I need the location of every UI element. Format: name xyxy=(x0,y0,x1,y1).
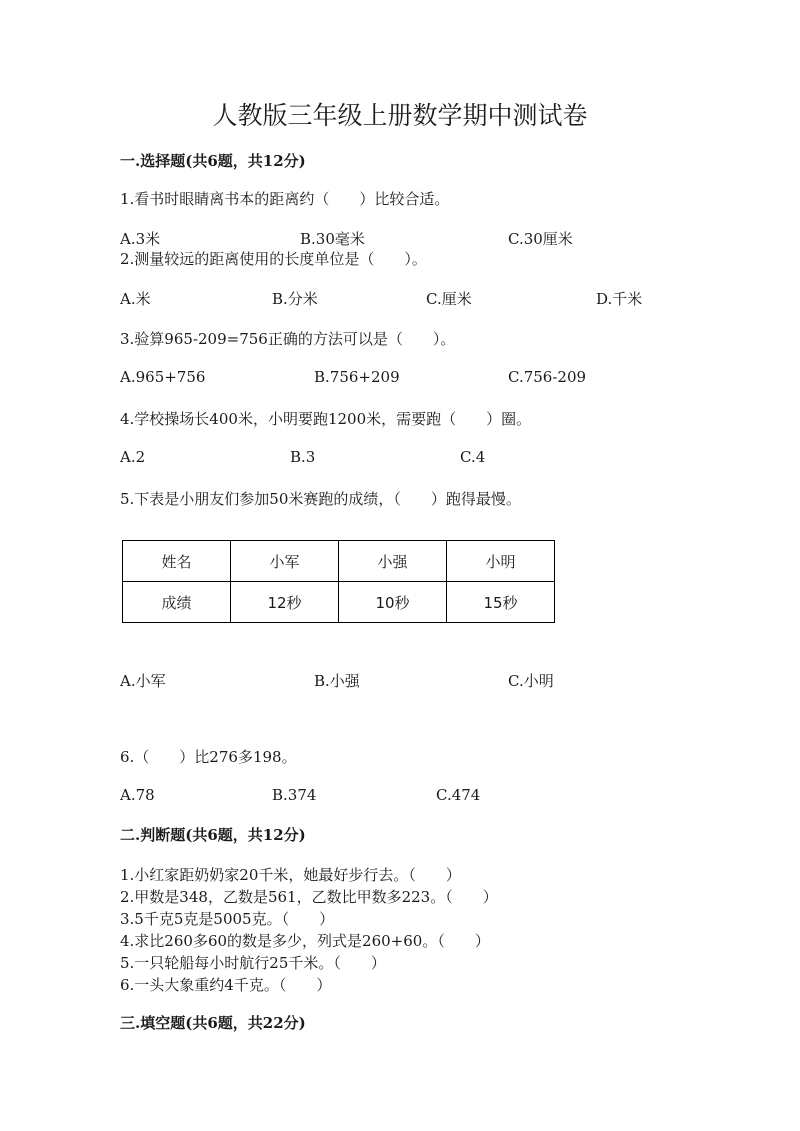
question-2: 2.测量较远的距离使用的长度单位是（ ）。 xyxy=(120,250,427,268)
tf-item-4: 4.求比260多60的数是多少，列式是260+60。（ ） xyxy=(120,932,490,950)
table-cell: 小军 xyxy=(231,541,339,582)
q6-option-c: C.474 xyxy=(436,786,481,804)
q5-option-c: C.小明 xyxy=(508,672,554,690)
table-cell: 小强 xyxy=(339,541,447,582)
q4-option-a: A.2 xyxy=(120,448,146,466)
q1-option-a: A.3米 xyxy=(120,230,161,248)
section-heading-fill-blank: 三.填空题(共6题，共22分) xyxy=(120,1014,306,1032)
table-cell: 15秒 xyxy=(447,582,555,623)
q4-option-c: C.4 xyxy=(460,448,486,466)
q1-option-b: B.30毫米 xyxy=(300,230,365,248)
tf-item-6: 6.一头大象重约4千克。（ ） xyxy=(120,976,332,994)
tf-item-3: 3.5千克5克是5005克。（ ） xyxy=(120,910,335,928)
question-6: 6.（ ）比276多198。 xyxy=(120,748,297,766)
table-cell: 姓名 xyxy=(123,541,231,582)
table-row xyxy=(123,582,555,623)
q6-option-b: B.374 xyxy=(272,786,317,804)
question-5: 5.下表是小朋友们参加50米赛跑的成绩，（ ）跑得最慢。 xyxy=(120,490,521,508)
table-cell: 12秒 xyxy=(231,582,339,623)
question-1: 1.看书时眼睛离书本的距离约（ ）比较合适。 xyxy=(120,190,450,208)
q4-option-b: B.3 xyxy=(290,448,316,466)
question-4: 4.学校操场长400米，小明要跑1200米，需要跑（ ）圈。 xyxy=(120,410,532,428)
q2-option-b: B.分米 xyxy=(272,290,318,308)
q3-option-c: C.756-209 xyxy=(508,368,587,386)
q6-option-a: A.78 xyxy=(120,786,155,804)
tf-item-5: 5.一只轮船每小时航行25千米。（ ） xyxy=(120,954,386,972)
q2-option-c: C.厘米 xyxy=(426,290,472,308)
q3-option-b: B.756+209 xyxy=(314,368,400,386)
q5-option-a: A.小军 xyxy=(120,672,166,690)
q5-option-b: B.小强 xyxy=(314,672,360,690)
question-3: 3.验算965-209=756正确的方法可以是（ ）。 xyxy=(120,330,456,348)
section-heading-choice: 一.选择题(共6题，共12分) xyxy=(120,152,306,170)
table-cell: 小明 xyxy=(447,541,555,582)
page-title: 人教版三年级上册数学期中测试卷 xyxy=(212,101,588,130)
table-row xyxy=(123,541,555,582)
q2-option-d: D.千米 xyxy=(596,290,643,308)
q2-option-a: A.米 xyxy=(120,290,151,308)
table-cell: 10秒 xyxy=(339,582,447,623)
tf-item-2: 2.甲数是348，乙数是561，乙数比甲数多223。（ ） xyxy=(120,888,498,906)
table-cell: 成绩 xyxy=(123,582,231,623)
tf-item-1: 1.小红家距奶奶家20千米，她最好步行去。（ ） xyxy=(120,866,461,884)
section-heading-true-false: 二.判断题(共6题，共12分) xyxy=(120,826,306,844)
q1-option-c: C.30厘米 xyxy=(508,230,573,248)
q3-option-a: A.965+756 xyxy=(120,368,206,386)
race-results-table xyxy=(122,540,555,623)
